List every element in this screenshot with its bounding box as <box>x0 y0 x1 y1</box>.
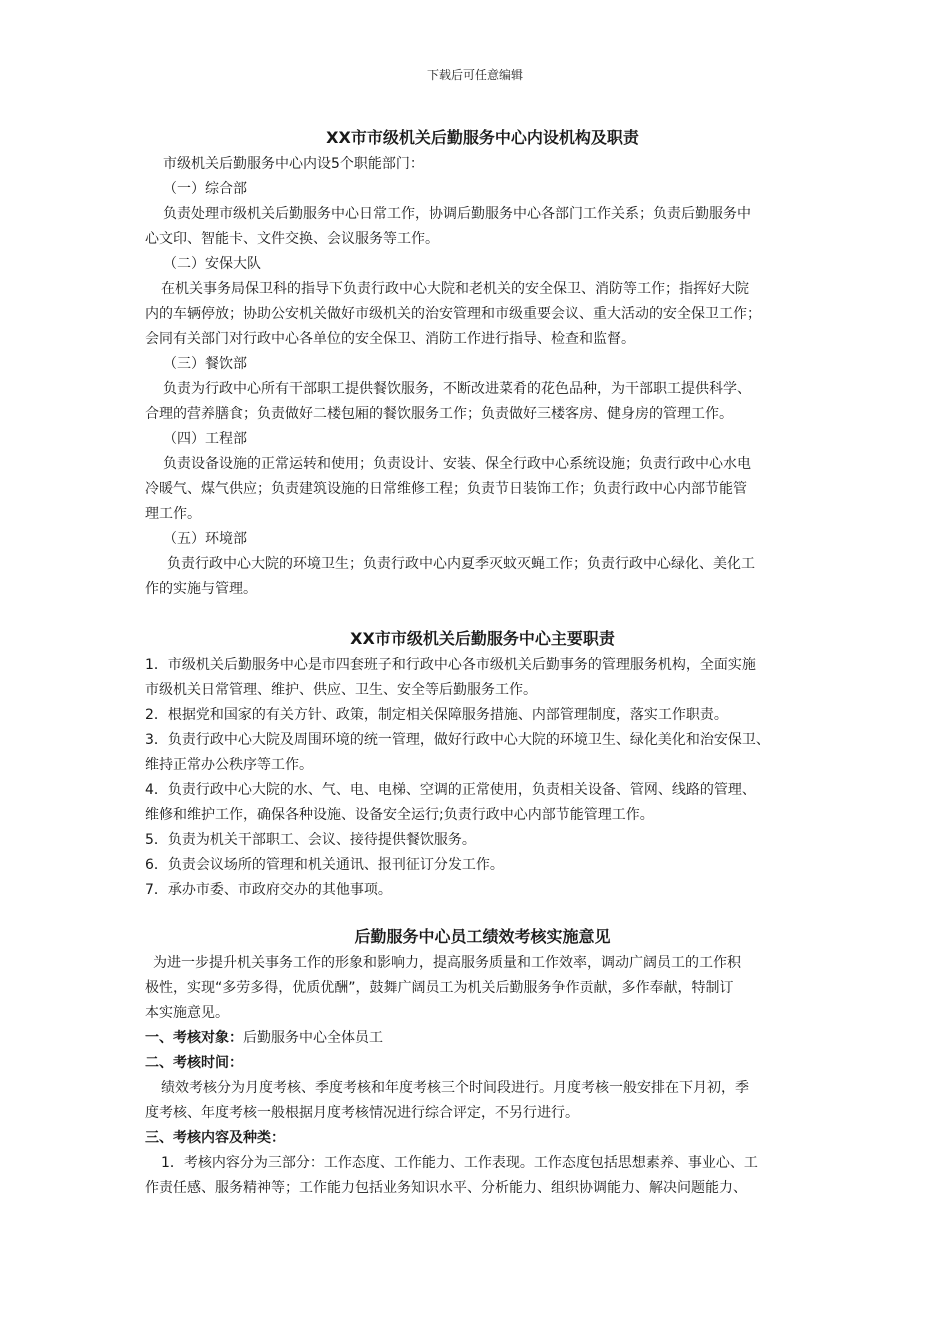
paragraph-line: 作责任感、服务精神等；工作能力包括业务知识水平、分析能力、组织协调能力、解决问题能力、 <box>145 1180 747 1196</box>
item-text: 后勤服务中心全体员工 <box>243 1030 383 1046</box>
paragraph-line: 负责行政中心大院的环境卫生；负责行政中心内夏季灭蚊灭蝇工作；负责行政中心绿化、美化工 <box>167 556 755 572</box>
list-line: 市级机关日常管理、维护、供应、卫生、安全等后勤服务工作。 <box>145 682 537 698</box>
paragraph-line: 为进一步提升机关事务工作的形象和影响力，提高服务质量和工作效率，调动广阔员工的工作积 <box>153 955 741 971</box>
item-label: 二、考核时间： <box>145 1055 243 1071</box>
dept-heading: （三）餐饮部 <box>163 356 247 372</box>
paragraph-line: 负责设备设施的正常运转和使用；负责设计、安装、保全行政中心系统设施；负责行政中心水电 <box>163 456 751 472</box>
paragraph-line: 负责为行政中心所有干部职工提供餐饮服务，不断改进菜肴的花色品种，为干部职工提供科学、 <box>163 381 751 397</box>
dept-heading: （五）环境部 <box>163 531 247 547</box>
paragraph-line: 绩效考核分为月度考核、季度考核和年度考核三个时间段进行。月度考核一般安排在下月初，季 <box>161 1080 749 1096</box>
item-label: 一、考核对象： <box>145 1030 243 1046</box>
list-line: 1．市级机关后勤服务中心是市四套班子和行政中心各市级机关后勤事务的管理服务机构，全面实施 <box>145 657 756 673</box>
paragraph-line: 会同有关部门对行政中心各单位的安全保卫、消防工作进行指导、检查和监督。 <box>145 331 635 347</box>
item-label: 三、考核内容及种类： <box>145 1130 285 1146</box>
section-performance-review <box>145 923 820 1201</box>
section-title: XX市市级机关后勤服务中心内设机构及职责 <box>326 128 639 147</box>
paragraph-line: 作的实施与管理。 <box>145 581 257 597</box>
section-title: 后勤服务中心员工绩效考核实施意见 <box>354 927 611 946</box>
paragraph-line: 极性，实现“多劳多得，优质优酬”，鼓舞广阔员工为机关后勤服务争作贡献，多作奉献，特制订 <box>145 980 734 996</box>
paragraph-line: 度考核、年度考核一般根据月度考核情况进行综合评定，不另行进行。 <box>145 1105 579 1121</box>
header-note: 下载后可任意编辑 <box>426 68 523 82</box>
paragraph-line: 本实施意见。 <box>145 1005 229 1021</box>
dept-heading: （四）工程部 <box>163 431 247 447</box>
list-line: 3．负责行政中心大院及周围环境的统一管理，做好行政中心大院的环境卫生、绿化美化和治安保卫、 <box>145 732 770 748</box>
document-body <box>145 124 820 1201</box>
list-line: 维持正常办公秩序等工作。 <box>145 757 313 773</box>
paragraph-line: 负责处理市级机关后勤服务中心日常工作，协调后勤服务中心各部门工作关系；负责后勤服务中 <box>163 206 751 222</box>
section-departments <box>145 124 820 602</box>
paragraph-line: 理工作。 <box>145 506 201 522</box>
dept-heading: （二）安保大队 <box>163 256 261 272</box>
item-line <box>145 1026 820 1051</box>
paragraph-line: 冷暖气、煤气供应；负责建筑设施的日常维修工程；负责节日装饰工作；负责行政中心内部节能管 <box>145 481 747 497</box>
paragraph-line: 内的车辆停放；协助公安机关做好市级机关的治安管理和市级重要会议、重大活动的安全保卫工作； <box>145 306 761 322</box>
paragraph-line: 合理的营养膳食；负责做好二楼包厢的餐饮服务工作；负责做好三楼客房、健身房的管理工作。 <box>145 406 733 422</box>
dept-heading: （一）综合部 <box>163 181 247 197</box>
section-main-duties <box>145 625 820 903</box>
list-line: 2．根据党和国家的有关方针、政策，制定相关保障服务措施、内部管理制度，落实工作职责。 <box>145 707 728 723</box>
paragraph-line: 心文印、智能卡、文件交换、会议服务等工作。 <box>145 231 439 247</box>
section-title: XX市市级机关后勤服务中心主要职责 <box>350 629 615 648</box>
list-line: 6．负责会议场所的管理和机关通讯、报刊征订分发工作。 <box>145 857 504 873</box>
paragraph-line: 在机关事务局保卫科的指导下负责行政中心大院和老机关的安全保卫、消防等工作；指挥好大院 <box>161 281 749 297</box>
list-line: 4．负责行政中心大院的水、气、电、电梯、空调的正常使用，负责相关设备、管网、线路的管理、 <box>145 782 756 798</box>
paragraph-line: 1．考核内容分为三部分：工作态度、工作能力、工作表现。工作态度包括思想素养、事业心、工 <box>161 1155 758 1171</box>
list-line: 5．负责为机关干部职工、会议、接待提供餐饮服务。 <box>145 832 476 848</box>
list-line: 维修和维护工作，确保各种设施、设备安全运行;负责行政中心内部节能管理工作。 <box>145 807 654 823</box>
list-line: 7．承办市委、市政府交办的其他事项。 <box>145 882 392 898</box>
paragraph: 市级机关后勤服务中心内设5个职能部门： <box>163 156 424 172</box>
